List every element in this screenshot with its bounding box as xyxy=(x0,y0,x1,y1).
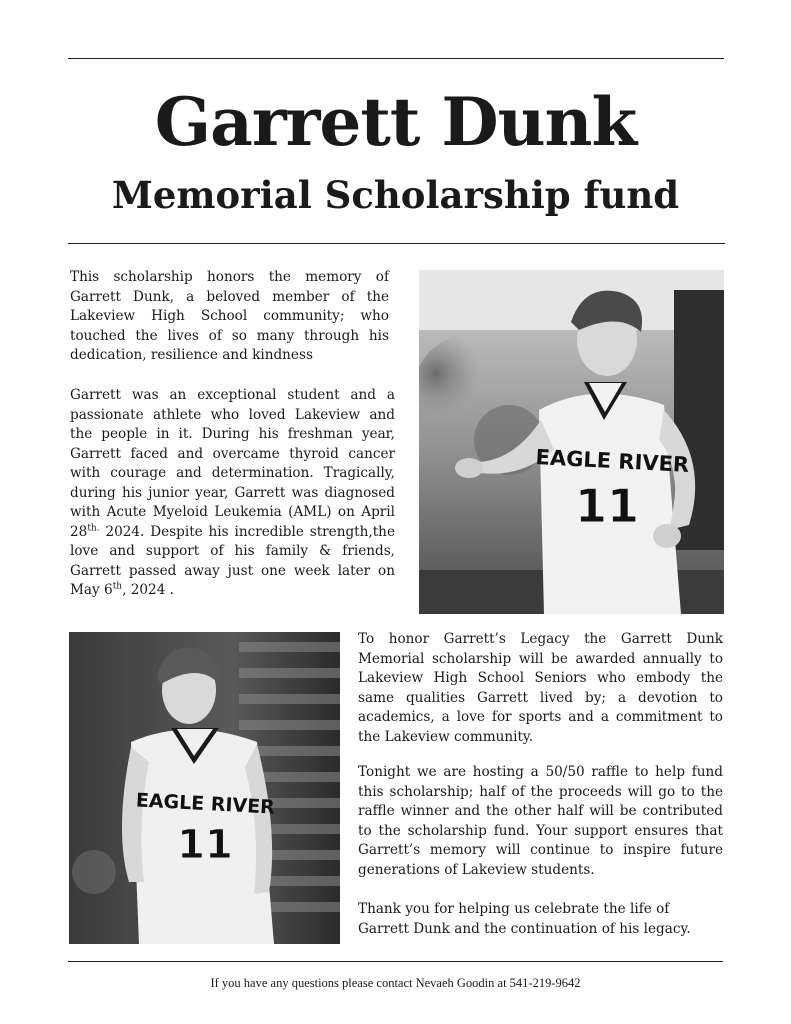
page-subtitle: Memorial Scholarship fund xyxy=(111,173,680,217)
footer-contact: If you have any questions please contact Nevaeh Goodin at 541-219-9642 xyxy=(210,976,581,990)
photo1-jersey-number: 11 xyxy=(574,479,640,533)
photo2-jersey-text: EAGLE RIVER xyxy=(135,789,276,819)
legacy-paragraph-1: To honor Garrett’s Legacy the Garrett Dunk Memorial scholarship will be awarded annually to Lakeview High School Seniors who embody the same qualities Garrett lived by; a devotion to academics, a love for sports and a commitment to the Lakeview community. xyxy=(358,631,723,745)
photo-player-pointing-image xyxy=(419,270,724,614)
intro-paragraph-1: This scholarship honors the memory of Garrett Dunk, a beloved member of the Lakeview High School community; who touched the lives of so many through his dedication, resilience and kindness xyxy=(70,269,389,363)
top-rule xyxy=(68,58,724,59)
intro-paragraph-2-part-b: 2024. Despite his incredible strength,the love and support of his family & friends, Garrett passed away just one week later on May 6 xyxy=(70,523,395,598)
legacy-paragraph-2: Tonight we are hosting a 50/50 raffle to help fund this scholarship; half of the proceeds will go to the raffle winner and the other half will be contributed to the scholarship fund. Your support ensures that Garrett’s memory will continue to inspire future generations of Lakeview students. xyxy=(358,764,723,878)
legacy-paragraph-3: Thank you for helping us celebrate the life of Garrett Dunk and the continuation of his legacy. xyxy=(358,901,691,937)
intro-paragraph-2-part-a: Garrett was an exceptional student and a passionate athlete who loved Lakeview and the people in it. During his freshman year, Garrett faced and overcame thyroid cancer with courage and determination. Tragically, during his junior year, Garrett was diagnosed with Acute Myeloid Leukemia (AML) on April 28 xyxy=(70,387,395,540)
photo2-jersey-number: 11 xyxy=(177,822,233,868)
photo-player-walking xyxy=(69,632,340,944)
superscript-th-2: th xyxy=(112,581,123,592)
photo-player-pointing xyxy=(419,270,724,614)
superscript-th-1: th. xyxy=(87,522,100,533)
footer-rule xyxy=(68,961,723,962)
header-bottom-rule xyxy=(68,243,725,244)
photo1-jersey-text: EAGLE RIVER xyxy=(535,445,690,478)
page-title: Garrett Dunk xyxy=(154,83,637,161)
intro-paragraph-2-part-c: , 2024 . xyxy=(122,582,174,598)
photo-player-walking-image xyxy=(69,632,340,944)
intro-paragraph-2 xyxy=(70,386,395,601)
